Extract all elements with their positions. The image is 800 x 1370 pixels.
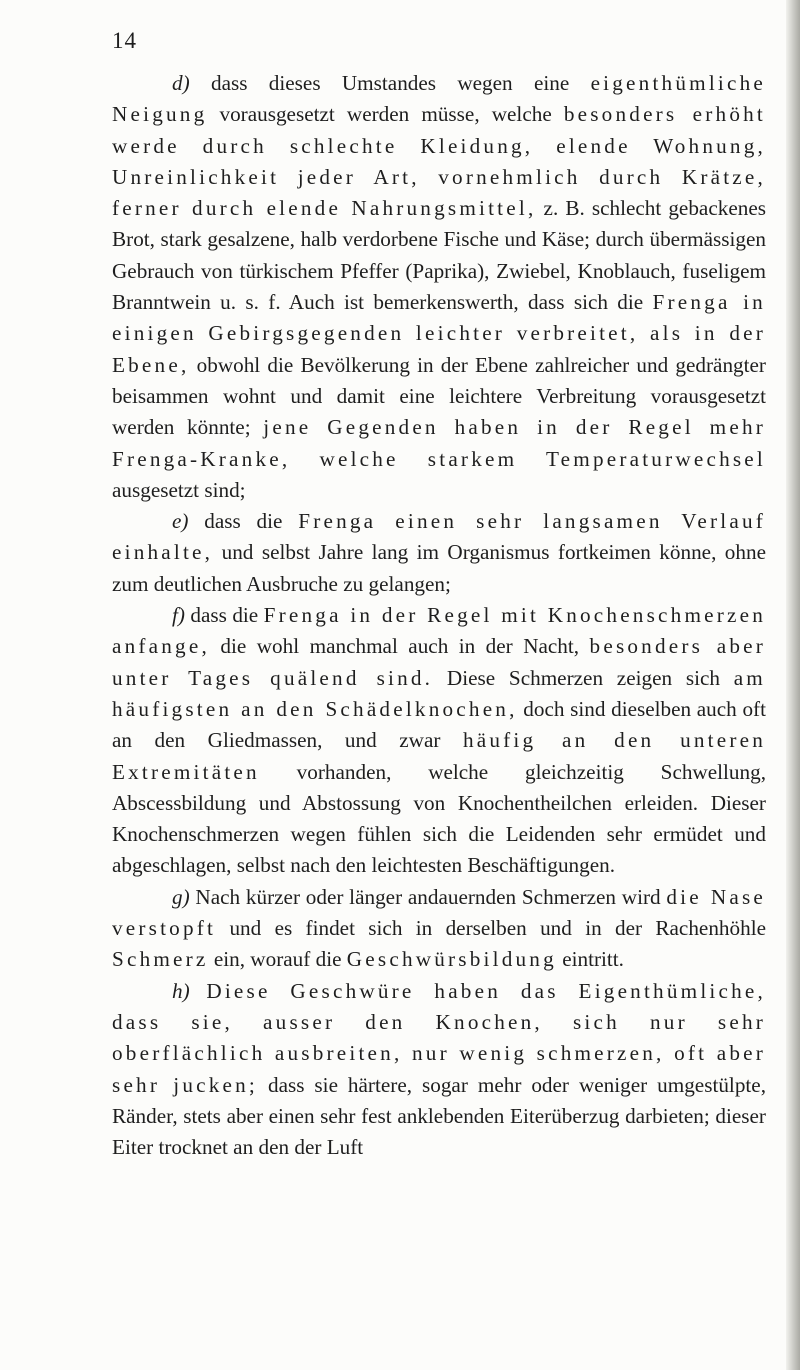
text-run: dass die — [184, 603, 264, 628]
body-text — [112, 68, 766, 1163]
text-run: und es findet sich in derselben und in der Rachenhöhle — [216, 916, 766, 941]
text-run: vorausgesetzt werden müsse, welche — [207, 102, 564, 127]
paragraph-label: d) — [172, 71, 190, 95]
text-run: z. B. schlecht gebackenes Brot, stark gesalzene, halb verdorbene Fische und Käse; durch übermässigen Gebrauch von türkischem Pfeffer (Paprika), Zwiebel, Knoblauch, fuseligem Branntwein u. s. f. Auch ist bemerkenswerth, dass sich die — [112, 196, 766, 315]
spaced-emphasis-text: jene Gegenden haben in der Regel mehr Frenga-Kranke, welche starkem Temperaturwechsel — [112, 415, 766, 471]
spaced-emphasis-text: besonders aber unter Tages quälend sind. — [112, 634, 766, 690]
spaced-emphasis-text: am häufigsten an den Schädelknochen, — [112, 665, 766, 721]
text-run: vorhanden, welche gleichzeitig Schwellung, Abscessbildung und Abstossung von Knochentheilchen erleiden. Dieser Knochenschmerzen wegen fühlen sich die Leidenden sehr ermüdet und abgeschlagen, selbst nach den leichtesten Beschäftigungen. — [112, 759, 766, 878]
text-run: ein, worauf die — [208, 947, 347, 972]
paragraph — [112, 68, 766, 506]
text-run: dass die — [188, 509, 299, 534]
page-number: 14 — [112, 28, 137, 53]
paragraph — [112, 600, 766, 882]
spaced-emphasis-text: Geschwürsbildung — [346, 947, 557, 972]
text-run: Nach kürzer oder länger andauernden Schmerzen wird — [189, 884, 667, 909]
spaced-emphasis-text: häufig an den unteren Extremitäten — [112, 728, 767, 784]
text-run: doch sind dieselben auch oft an den Gliedmassen, und zwar — [112, 696, 766, 753]
paragraph-label: h) — [172, 978, 190, 1003]
text-run: und selbst Jahre lang im Organismus fortkeimen könne, ohne zum deutlichen Ausbruche zu gelangen; — [112, 540, 766, 596]
text-run: ausgesetzt sind; — [112, 477, 246, 502]
spaced-emphasis-text: Frenga einen sehr langsamen Verlauf einhalte, — [112, 509, 767, 565]
spaced-emphasis-text: eigenthümliche Neigung — [112, 71, 766, 127]
spaced-emphasis-text: Diese Geschwüre haben das Eigenthümliche, dass sie, ausser den Knochen, sich nur sehr oberflächlich ausbreiten, nur wenig schmerzen, oft aber sehr jucken; — [112, 978, 767, 1097]
page-edge-shadow — [786, 0, 800, 1370]
text-run: obwohl die Bevölkerung in der Ebene zahlreicher und gedrängter beisammen wohnt und damit eine leichtere Verbreitung vorausgesetzt werden könnte; — [112, 352, 766, 440]
spaced-emphasis-text: besonders erhöht werde durch schlechte Kleidung, elende Wohnung, Unreinlichkeit jeder Art, vornehmlich durch Krätze, ferner durch elende Nahrungsmittel, — [112, 102, 767, 221]
text-run: dass sie härtere, sogar mehr oder weniger umgestülpte, Ränder, stets aber einen sehr fest anklebenden Eiterüberzug darbieten; dieser Eiter trocknet an den der Luft — [112, 1072, 766, 1160]
text-run — [190, 979, 207, 1003]
text-run: Diese Schmerzen zeigen sich — [433, 665, 734, 690]
paragraph-label: f) — [172, 603, 185, 628]
text-run: eintritt. — [556, 947, 624, 972]
spaced-emphasis-text: Frenga in der Regel mit Knochenschmerzen anfange, — [112, 603, 766, 659]
paragraph — [112, 976, 766, 1164]
paragraph-label: e) — [172, 509, 189, 534]
spaced-emphasis-text: die Nase verstopft — [112, 884, 766, 941]
paragraph-label: g) — [172, 884, 190, 909]
text-run: dass dieses Umstandes wegen eine — [189, 71, 591, 95]
spaced-emphasis-text: Frenga in einigen Gebirgsgegenden leichter verbreitet, als in der Ebene, — [112, 290, 766, 377]
paragraph — [112, 882, 766, 976]
spaced-emphasis-text: Schmerz — [112, 947, 209, 972]
paragraph — [112, 506, 766, 600]
text-run: die wohl manchmal auch in der Nacht, — [209, 634, 590, 659]
